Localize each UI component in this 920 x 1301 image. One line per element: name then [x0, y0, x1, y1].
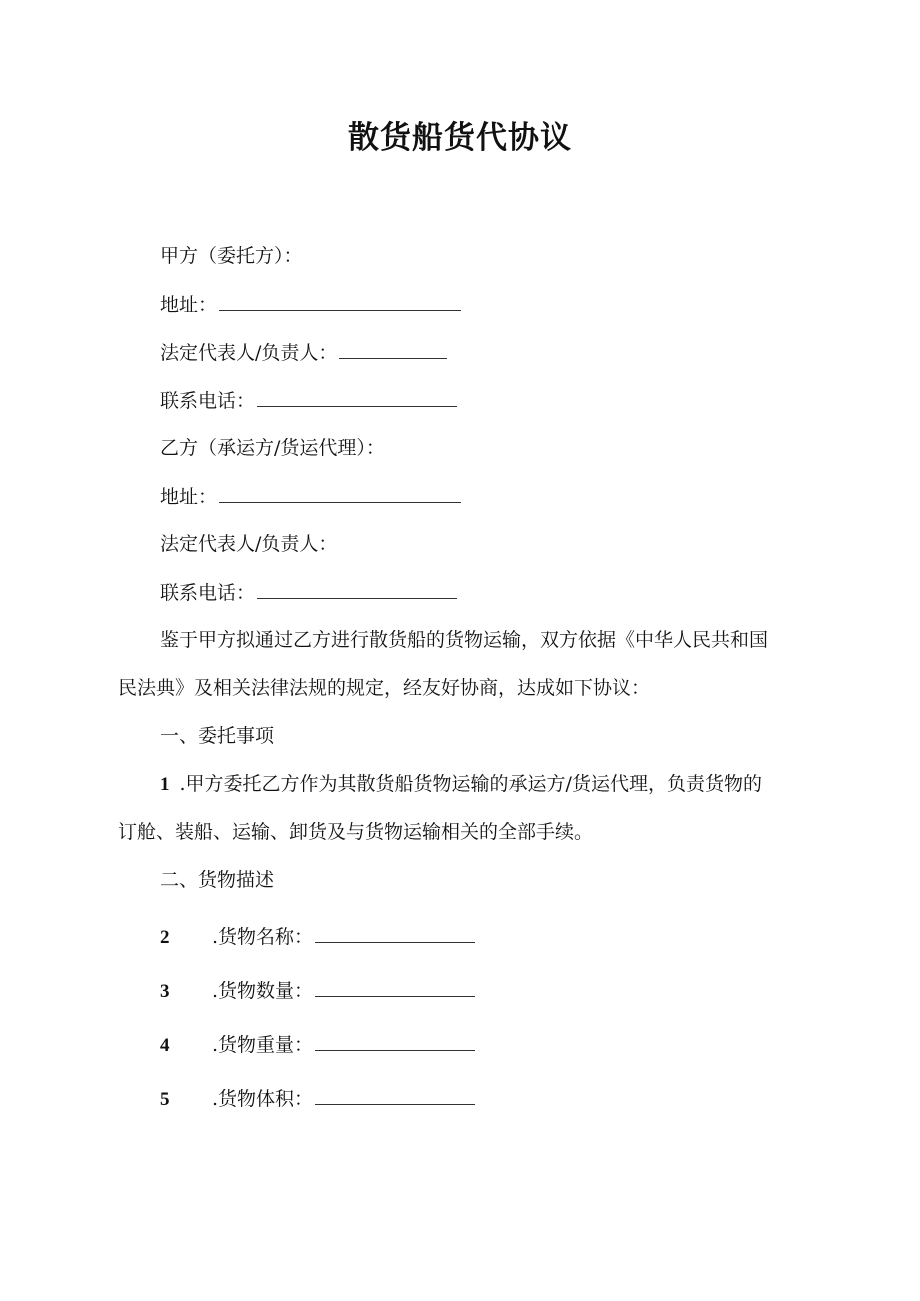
- cargo-weight-number: 4: [160, 1035, 170, 1056]
- cargo-quantity-line: [160, 976, 475, 1006]
- preamble-line-2: 民法典》及相关法律法规的规定，经友好协商，达成如下协议：: [118, 677, 651, 699]
- party-a-phone-blank[interactable]: [257, 386, 457, 407]
- party-a-representative-label: 法定代表人/负责人：: [160, 342, 338, 364]
- cargo-weight-label: .货物重量：: [212, 1034, 314, 1056]
- cargo-name-blank[interactable]: [315, 922, 475, 943]
- party-b-phone-line: [160, 578, 457, 607]
- cargo-name-label: .货物名称：: [212, 926, 314, 948]
- party-a-representative-line: [160, 338, 447, 367]
- party-b-representative-label: 法定代表人/负责人：: [160, 533, 338, 555]
- section-1-item-line-1: [160, 770, 762, 799]
- cargo-volume-label: .货物体积：: [212, 1088, 314, 1110]
- cargo-weight-line: [160, 1030, 475, 1060]
- document-title: 散货船货代协议: [348, 120, 572, 156]
- section-2-heading: 二、货物描述: [160, 869, 275, 891]
- party-b-address-line: [160, 482, 461, 511]
- party-a-address-blank[interactable]: [219, 290, 461, 311]
- party-b-representative-line: [160, 530, 337, 558]
- cargo-name-number: 2: [160, 927, 170, 948]
- party-a-phone-label: 联系电话：: [160, 390, 256, 412]
- cargo-name-line: [160, 922, 475, 952]
- party-b-phone-blank[interactable]: [257, 578, 457, 599]
- party-a-phone-line: [160, 386, 457, 415]
- section-1-item-text-1: .甲方委托乙方作为其散货船货物运输的承运方/货运代理，负责货物的: [179, 773, 762, 795]
- section-1-item-line-2: 订舱、装船、运输、卸货及与货物运输相关的全部手续。: [118, 821, 594, 843]
- cargo-volume-number: 5: [160, 1089, 170, 1110]
- cargo-volume-line: [160, 1084, 475, 1114]
- party-a-heading: [160, 242, 303, 270]
- party-b-heading-text: 乙方（承运方/货运代理）：: [160, 437, 385, 459]
- party-a-address-line: [160, 290, 461, 319]
- cargo-volume-blank[interactable]: [315, 1084, 475, 1105]
- party-b-heading: [160, 434, 385, 462]
- cargo-quantity-number: 3: [160, 981, 170, 1002]
- party-b-address-label: 地址：: [160, 486, 218, 508]
- party-b-address-blank[interactable]: [219, 482, 461, 503]
- section-1-item-number: 1: [160, 774, 170, 795]
- party-a-representative-blank[interactable]: [339, 338, 447, 359]
- cargo-weight-blank[interactable]: [315, 1030, 475, 1051]
- party-a-heading-text: 甲方（委托方）：: [160, 245, 303, 267]
- party-b-phone-label: 联系电话：: [160, 582, 256, 604]
- section-1-heading: 一、委托事项: [160, 725, 275, 747]
- preamble-line-1: 鉴于甲方拟通过乙方进行散货船的货物运输，双方依据《中华人民共和国: [160, 629, 769, 651]
- cargo-quantity-blank[interactable]: [315, 976, 475, 997]
- cargo-quantity-label: .货物数量：: [212, 980, 314, 1002]
- party-a-address-label: 地址：: [160, 294, 218, 316]
